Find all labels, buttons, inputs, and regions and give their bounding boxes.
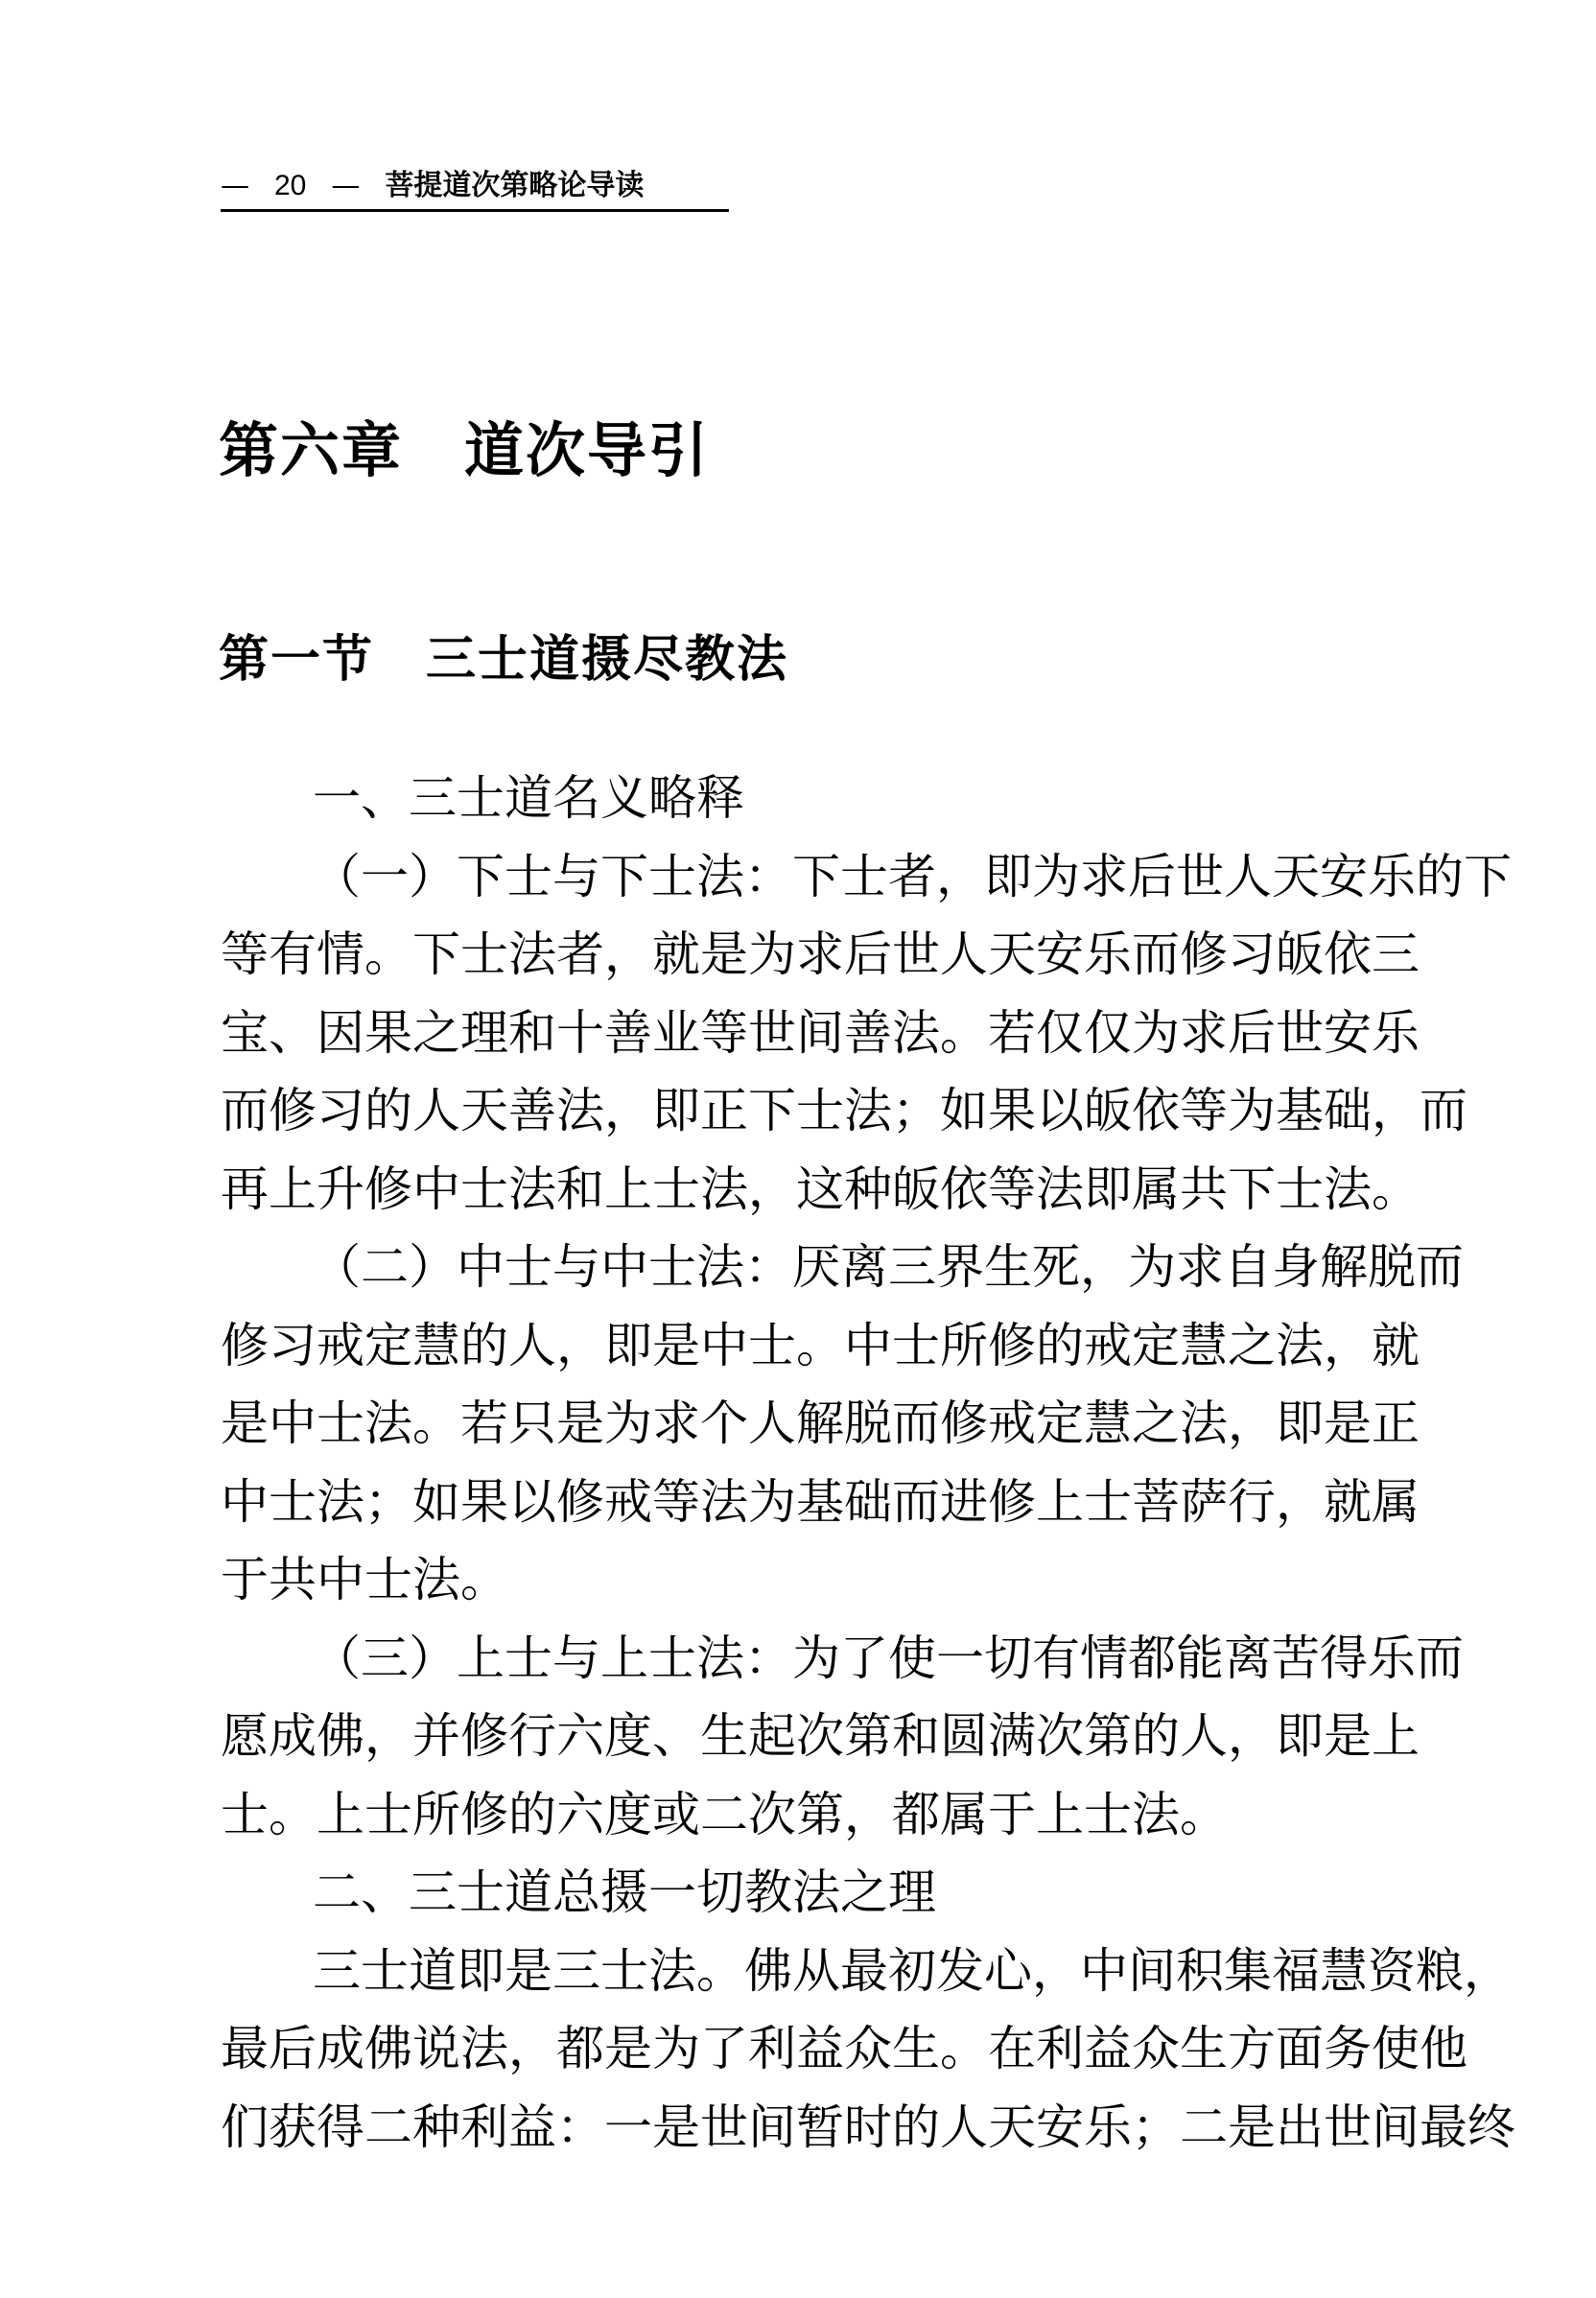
text-line: 三士道即是三士法。佛从最初发心，中间积集福慧资粮，	[313, 1942, 1512, 1999]
subheading: 二、三士道总摄一切教法之理	[313, 1864, 936, 1920]
section-title: 第一节 三士道摄尽教法	[219, 630, 789, 689]
text-line: 等有情。下士法者，就是为求后世人天安乐而修习皈依三	[221, 926, 1420, 982]
text-line: 士。上士所修的六度或二次第，都属于上士法。	[221, 1786, 1228, 1842]
page-number: 20	[274, 170, 307, 201]
text-line: （三）上士与上士法：为了使一切有情都能离苦得乐而	[313, 1630, 1464, 1686]
text-line: 而修习的人天善法，即正下士法；如果以皈依等为基础，而	[221, 1083, 1467, 1138]
text-line: 再上升修中士法和上士法，这种皈依等法即属共下士法。	[221, 1161, 1420, 1217]
text-line: （二）中士与中士法：厌离三界生死，为求自身解脱而	[313, 1239, 1464, 1295]
text-line: 们获得二种利益：一是世间暂时的人天安乐；二是出世间最终	[221, 2099, 1515, 2155]
body-text	[221, 760, 1515, 2167]
header-dash: —	[331, 169, 361, 202]
text-line: 愿成佛，并修行六度、生起次第和圆满次第的人，即是上	[221, 1708, 1420, 1764]
running-header	[221, 161, 729, 212]
header-dash: —	[221, 169, 249, 202]
text-line: 修习戒定慧的人，即是中士。中士所修的戒定慧之法，就	[221, 1317, 1420, 1373]
text-line: 宝、因果之理和十善业等世间善法。若仅仅为求后世安乐	[221, 1004, 1420, 1061]
chapter-title: 第六章 道次导引	[219, 415, 711, 485]
text-line: 于共中士法。	[221, 1552, 508, 1607]
text-line: 中士法；如果以修戒等法为基础而进修上士菩萨行，就属	[221, 1473, 1420, 1530]
text-line: （一）下士与下士法：下士者，即为求后世人天安乐的下	[313, 848, 1512, 904]
text-line: 最后成佛说法，都是为了利益众生。在利益众生方面务使他	[221, 2021, 1467, 2076]
subheading: 一、三士道名义略释	[313, 770, 744, 826]
book-title: 菩提道次第略论导读	[385, 169, 645, 202]
text-line: 是中士法。若只是为求个人解脱而修戒定慧之法，即是正	[221, 1395, 1420, 1451]
